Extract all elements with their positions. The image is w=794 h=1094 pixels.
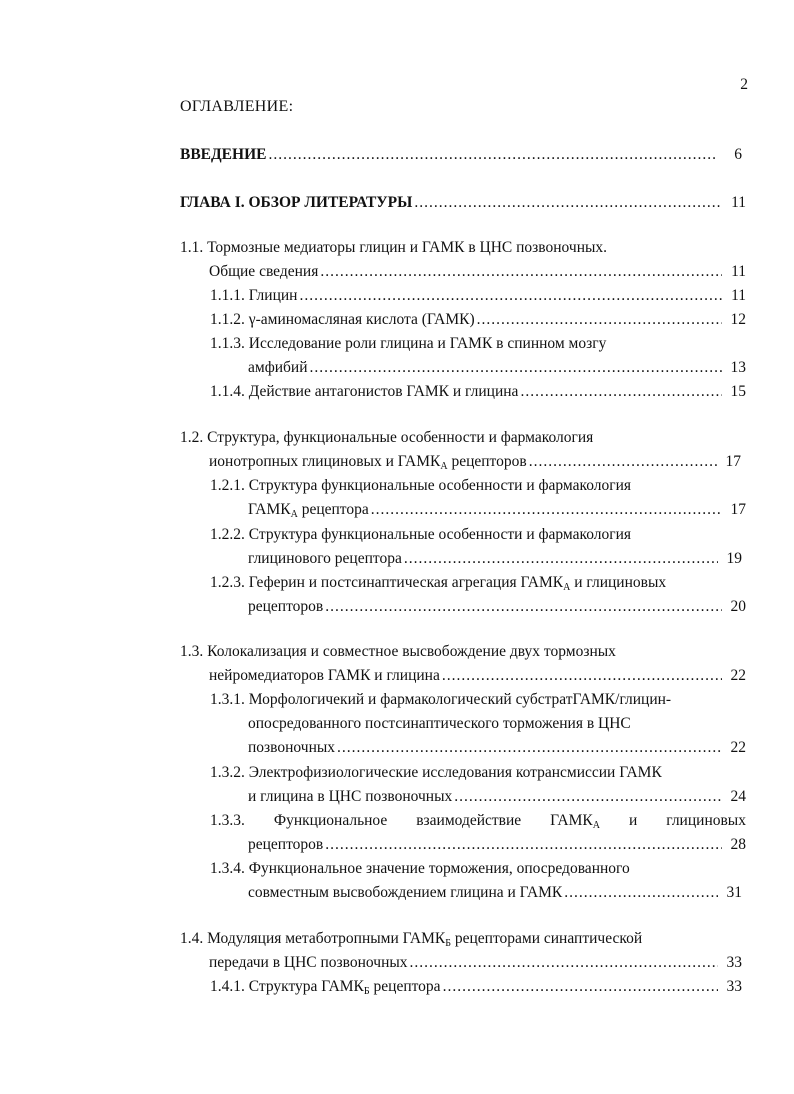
toc-entry-title: и глицина в ЦНС позвоночных	[248, 788, 453, 805]
toc-entry-title: амфибий	[248, 359, 308, 376]
dot-leader	[454, 787, 722, 807]
subscript-a: А	[592, 820, 600, 831]
toc-entry-title: ВВЕДЕНИЕ	[180, 146, 267, 163]
toc-entry-1-4-line1[interactable]: 1.4. Модуляция метаботропными $ГАМК_Б$ рецепторами синаптической	[180, 930, 643, 949]
toc-entry-title: рецепторов	[248, 598, 324, 615]
toc-page-number: 17	[730, 501, 746, 518]
dot-leader	[310, 358, 722, 378]
toc-entry-1-3-3-line1[interactable]: 1.3.3. Функциональное взаимодействие $ГАМК_А$ и глициновых	[210, 812, 746, 831]
toc-entry-title: нейромедиаторов ГАМК и глицина	[209, 667, 440, 684]
dot-leader	[325, 597, 722, 617]
toc-page-number: 22	[730, 739, 746, 756]
toc-entry-1-2-line1[interactable]: 1.2. Структура, функциональные особенности и фармакология	[180, 429, 594, 446]
toc-entry-1-3-4[interactable]	[248, 883, 742, 903]
dot-leader	[371, 500, 722, 520]
dot-leader	[442, 666, 722, 686]
toc-page-number: 20	[730, 598, 746, 615]
toc-entry-title: ионотропных глициновых и $ГАМК_А$ рецепторов	[209, 453, 527, 472]
toc-entry-1-2[interactable]	[209, 452, 741, 472]
page-number: 2	[740, 76, 748, 93]
toc-entry-title: $ГАМК_А$ рецептора	[248, 501, 369, 520]
toc-entry-1-2-1-line1[interactable]: 1.2.1. Структура функциональные особенности и фармакология	[210, 477, 632, 494]
toc-entry-1-3-2[interactable]	[248, 787, 746, 807]
toc-entry-1-3-1[interactable]	[248, 738, 746, 758]
subscript-a: А	[563, 582, 571, 593]
toc-entry-1-3-3[interactable]	[248, 835, 746, 855]
dot-leader	[477, 310, 722, 330]
toc-entry-1-1-1[interactable]	[210, 286, 746, 306]
toc-entry-1-3-1-line2[interactable]: опосредованного постсинаптического торможения в ЦНС	[248, 715, 631, 732]
toc-entry-title: Общие сведения	[209, 263, 319, 280]
toc-entry-title: рецепторов	[248, 836, 324, 853]
toc-entry-1-4-1[interactable]	[210, 977, 742, 997]
toc-entry-1-3-2-line1[interactable]: 1.3.2. Электрофизиологические исследования котрансмиссии ГАМК	[210, 764, 662, 781]
toc-page-number: 19	[726, 550, 742, 567]
toc-entry-title: ГЛАВА I. ОБЗОР ЛИТЕРАТУРЫ	[180, 194, 413, 211]
toc-entry-1-3[interactable]	[209, 666, 746, 686]
toc-entry-1-2-3-line1[interactable]: 1.2.3. Геферин и постсинаптическая агрегация $ГАМК_А$ и глициновых	[210, 574, 667, 593]
toc-entry-1-4[interactable]	[209, 953, 742, 973]
dot-leader	[529, 452, 717, 472]
toc-entry-1-3-line1[interactable]: 1.3. Колокализация и совместное высвобождение двух тормозных	[180, 643, 616, 660]
toc-entry-title: глицинового рецептора	[248, 550, 402, 567]
toc-page-number: 33	[726, 978, 742, 995]
page-title: ОГЛАВЛЕНИЕ:	[180, 98, 294, 115]
toc-page-number: 11	[731, 287, 746, 304]
toc-entry-title: 1.1.2. γ-аминомасляная кислота (ГАМК)	[210, 311, 475, 328]
subscript-b: Б	[363, 986, 370, 997]
toc-entry-intro[interactable]	[180, 145, 742, 165]
toc-entry-1-1-3[interactable]	[248, 358, 746, 378]
toc-entry-chapter-1[interactable]	[180, 193, 746, 213]
toc-page-number: 28	[730, 836, 746, 853]
toc-page-number: 11	[731, 263, 746, 280]
toc-entry-title: позвоночных	[248, 739, 336, 756]
toc-entry-1-1-3-line1[interactable]: 1.1.3. Исследование роли глицина и ГАМК в спинном мозгу	[210, 335, 607, 352]
toc-entry-1-1-4[interactable]	[210, 382, 746, 402]
toc-page-number: 33	[726, 954, 742, 971]
toc-page-number: 13	[730, 359, 746, 376]
toc-page-number: 12	[730, 311, 746, 328]
toc-entry-1-1[interactable]	[209, 262, 746, 282]
dot-leader	[520, 382, 722, 402]
toc-entry-1-2-3[interactable]	[248, 597, 746, 617]
toc-entry-1-2-2-line1[interactable]: 1.2.2. Структура функциональные особенности и фармакология	[210, 526, 632, 543]
dot-leader	[410, 953, 718, 973]
dot-leader	[414, 193, 722, 213]
toc-page-number: 17	[725, 453, 741, 470]
toc-page-number: 24	[730, 788, 746, 805]
toc-entry-title: 1.1.1. Глицин	[210, 287, 298, 304]
toc-entry-title: 1.1.4. Действие антагонистов ГАМК и глицина	[210, 383, 519, 400]
toc-entry-1-1-2[interactable]	[210, 310, 746, 330]
toc-entry-1-2-1[interactable]	[248, 500, 746, 520]
toc-page-number: 22	[730, 667, 746, 684]
dot-leader	[299, 286, 722, 306]
toc-page-number: 6	[734, 146, 742, 163]
toc-entry-title: 1.4.1. Структура $ГАМК_Б$ рецептора	[210, 978, 441, 997]
toc-entry-title: передачи в ЦНС позвоночных	[209, 954, 408, 971]
toc-entry-1-3-4-line1[interactable]: 1.3.4. Функциональное значение торможения, опосредованного	[210, 860, 630, 877]
toc-page-number: 15	[730, 383, 746, 400]
toc-entry-1-2-2[interactable]	[248, 549, 742, 569]
dot-leader	[564, 883, 718, 903]
subscript-a: А	[440, 461, 448, 472]
toc-entry-1-3-1-line1[interactable]: 1.3.1. Морфологичекий и фармакологический субстратГАМК/глицин-	[210, 691, 672, 708]
subscript-a: А	[290, 509, 298, 520]
subscript-b: Б	[445, 938, 451, 949]
toc-entry-title: совместным высвобождением глицина и ГАМК	[248, 884, 563, 901]
toc-entry-1-1-line1[interactable]: 1.1. Тормозные медиаторы глицин и ГАМК в ЦНС позвоночных.	[180, 239, 608, 256]
dot-leader	[325, 835, 722, 855]
dot-leader	[268, 145, 718, 165]
toc-page-number: 11	[731, 194, 746, 211]
dot-leader	[320, 262, 722, 282]
dot-leader	[404, 549, 718, 569]
toc-page-number: 31	[726, 884, 742, 901]
dot-leader	[337, 738, 722, 758]
dot-leader	[443, 977, 718, 997]
